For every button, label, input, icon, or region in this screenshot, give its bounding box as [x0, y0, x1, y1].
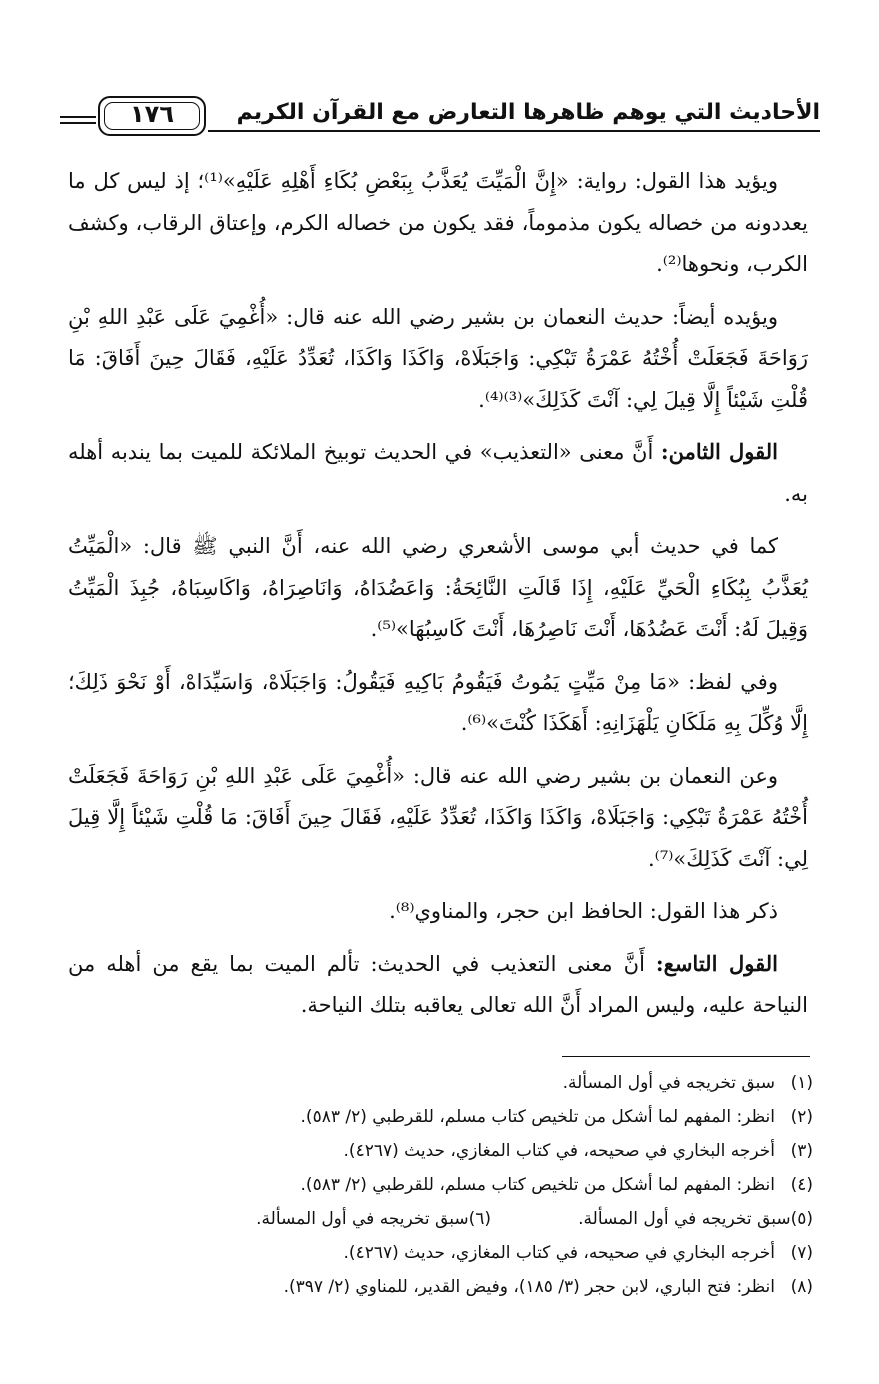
body-text — [68, 160, 808, 1037]
header-rule — [208, 130, 820, 132]
paragraph-text: أَنَّ معنى التعذيب في الحديث: تألم الميت بما يقع من أهله من النياحة عليه، وليس المراد أَنَّ الله تعالى يعاقبه بتلك النياحة. — [68, 951, 808, 1017]
paragraph-3 — [68, 431, 808, 515]
paragraph-6 — [68, 755, 808, 881]
footnote-4 — [68, 1168, 813, 1202]
footnote-number: (٨) — [790, 1277, 813, 1297]
footnote-text: أخرجه البخاري في صحيحه، في كتاب المغازي، حديث (٤٢٦٧). — [343, 1141, 775, 1161]
page-number: ١٧٦ — [130, 100, 174, 128]
footnote-6 — [169, 1202, 491, 1236]
paragraph-7 — [68, 890, 808, 933]
paragraph-text: وعن النعمان بن بشير رضي الله عنه قال: «أُغْمِيَ عَلَى عَبْدِ اللهِ بْنِ رَوَاحَةَ فَجَعَلَتْ أُخْتُهُ عَمْرَةُ تَبْكِي: وَاجَبَلَاهْ، وَاكَذَا وَاكَذَا، تُعَدِّدُ عَلَيْهِ، فَقَالَ حِينَ أَفَاقَ: مَا قُلْتِ شَيْئاً إِلَّا قِيلَ لِي: آنْتَ كَذَلِكَ»⁽⁷⁾. — [68, 763, 808, 871]
footnote-text: أخرجه البخاري في صحيحه، في كتاب المغازي، حديث (٤٢٦٧). — [343, 1243, 775, 1263]
footnote-text: سبق تخريجه في أول المسألة. — [256, 1209, 469, 1229]
footnote-7 — [68, 1236, 813, 1270]
footnote-5 — [491, 1202, 813, 1236]
paragraph-lead: القول التاسع: — [655, 950, 778, 976]
footnote-row-5-6 — [68, 1202, 813, 1236]
footnotes — [68, 1066, 813, 1304]
page-header — [60, 96, 820, 146]
footnote-number: (٣) — [790, 1141, 813, 1161]
footnote-2 — [68, 1100, 813, 1134]
footnote-text: سبق تخريجه في أول المسألة. — [562, 1073, 775, 1093]
footnote-text: انظر: المفهم لما أشكل من تلخيص كتاب مسلم، للقرطبي (٢/ ٥٨٣). — [300, 1107, 775, 1127]
footnote-text: سبق تخريجه في أول المسألة. — [578, 1209, 791, 1229]
paragraph-text: ويؤيده أيضاً: حديث النعمان بن بشير رضي الله عنه قال: «أُغْمِيَ عَلَى عَبْدِ اللهِ بْنِ رَوَاحَةَ فَجَعَلَتْ أُخْتُهُ عَمْرَةُ تَبْكِي: وَاجَبَلَاهْ، وَاكَذَا وَاكَذَا، تُعَدِّدُ عَلَيْهِ، فَقَالَ حِينَ أَفَاقَ: مَا قُلْتِ شَيْئاً إِلَّا قِيلَ لِي: آنْتَ كَذَلِكَ»⁽³⁾⁽⁴⁾. — [68, 304, 808, 412]
paragraph-4 — [68, 525, 808, 651]
paragraph-2 — [68, 296, 808, 422]
paragraph-8 — [68, 943, 808, 1027]
footnote-number: (٤) — [790, 1175, 813, 1195]
footnote-8 — [68, 1270, 813, 1304]
footnote-text: انظر: فتح الباري، لابن حجر (٣/ ١٨٥)، وفيض القدير، للمناوي (٢/ ٣٩٧). — [283, 1277, 775, 1297]
footnote-1 — [68, 1066, 813, 1100]
header-rule-left-top — [60, 116, 96, 118]
paragraph-text: وفي لفظ: «مَا مِنْ مَيِّتٍ يَمُوتُ فَيَقُومُ بَاكِيهِ فَيَقُولُ: وَاجَبَلَاهْ، وَاسَيِّدَاهْ، أَوْ نَحْوَ ذَلِكَ؛ إِلَّا وُكِّلَ بِهِ مَلَكَانِ يَلْهَزَانِهِ: أَهَكَذَا كُنْتَ»⁽⁶⁾. — [68, 669, 808, 735]
paragraph-text: أَنَّ معنى «التعذيب» في الحديث توبيخ الملائكة للميت بما يندبه أهله به. — [68, 440, 808, 506]
paragraph-5 — [68, 661, 808, 745]
paragraph-text: ويؤيد هذا القول: رواية: «إِنَّ الْمَيِّتَ يُعَذَّبُ بِبَعْضِ بُكَاءِ أَهْلِهِ عَلَيْهِ»⁽¹⁾؛ إذ ليس كل ما يعددونه من خصاله يكون مذموماً، فقد يكون من خصاله الكرم، وإعتاق الرقاب، وكشف الكرب، ونحوها⁽²⁾. — [68, 169, 808, 276]
footnote-text: انظر: المفهم لما أشكل من تلخيص كتاب مسلم، للقرطبي (٢/ ٥٨٣). — [300, 1175, 775, 1195]
running-title: الأحاديث التي يوهم ظاهرها التعارض مع القرآن الكريم — [236, 100, 820, 125]
paragraph-lead: القول الثامن: — [660, 439, 778, 464]
paragraph-1 — [68, 160, 808, 286]
footnote-number: (٥) — [790, 1209, 813, 1229]
page-number-frame — [98, 96, 206, 136]
footnote-separator — [562, 1056, 810, 1057]
paragraph-text: ذكر هذا القول: الحافظ ابن حجر، والمناوي⁽⁸⁾. — [389, 899, 778, 923]
footnote-number: (٦) — [468, 1209, 491, 1229]
footnote-number: (١) — [790, 1073, 813, 1093]
footnote-number: (٢) — [790, 1107, 813, 1127]
paragraph-text: كما في حديث أبي موسى الأشعري رضي الله عنه، أَنَّ النبي ﷺ قال: «الْمَيِّتُ يُعَذَّبُ بِبُكَاءِ الْحَيِّ عَلَيْهِ، إِذَا قَالَتِ النَّائِحَةُ: وَاعَضُدَاهُ، وَانَاصِرَاهُ، وَاكَاسِبَاهُ، جُبِذَ الْمَيِّتُ وَقِيلَ لَهُ: أَنْتَ عَضُدُهَا، أَنْتَ نَاصِرُهَا، أَنْتَ كَاسِبُهَا»⁽⁵⁾. — [68, 534, 808, 641]
footnote-number: (٧) — [790, 1243, 813, 1263]
footnote-3 — [68, 1134, 813, 1168]
header-rule-left-bottom — [60, 122, 96, 124]
